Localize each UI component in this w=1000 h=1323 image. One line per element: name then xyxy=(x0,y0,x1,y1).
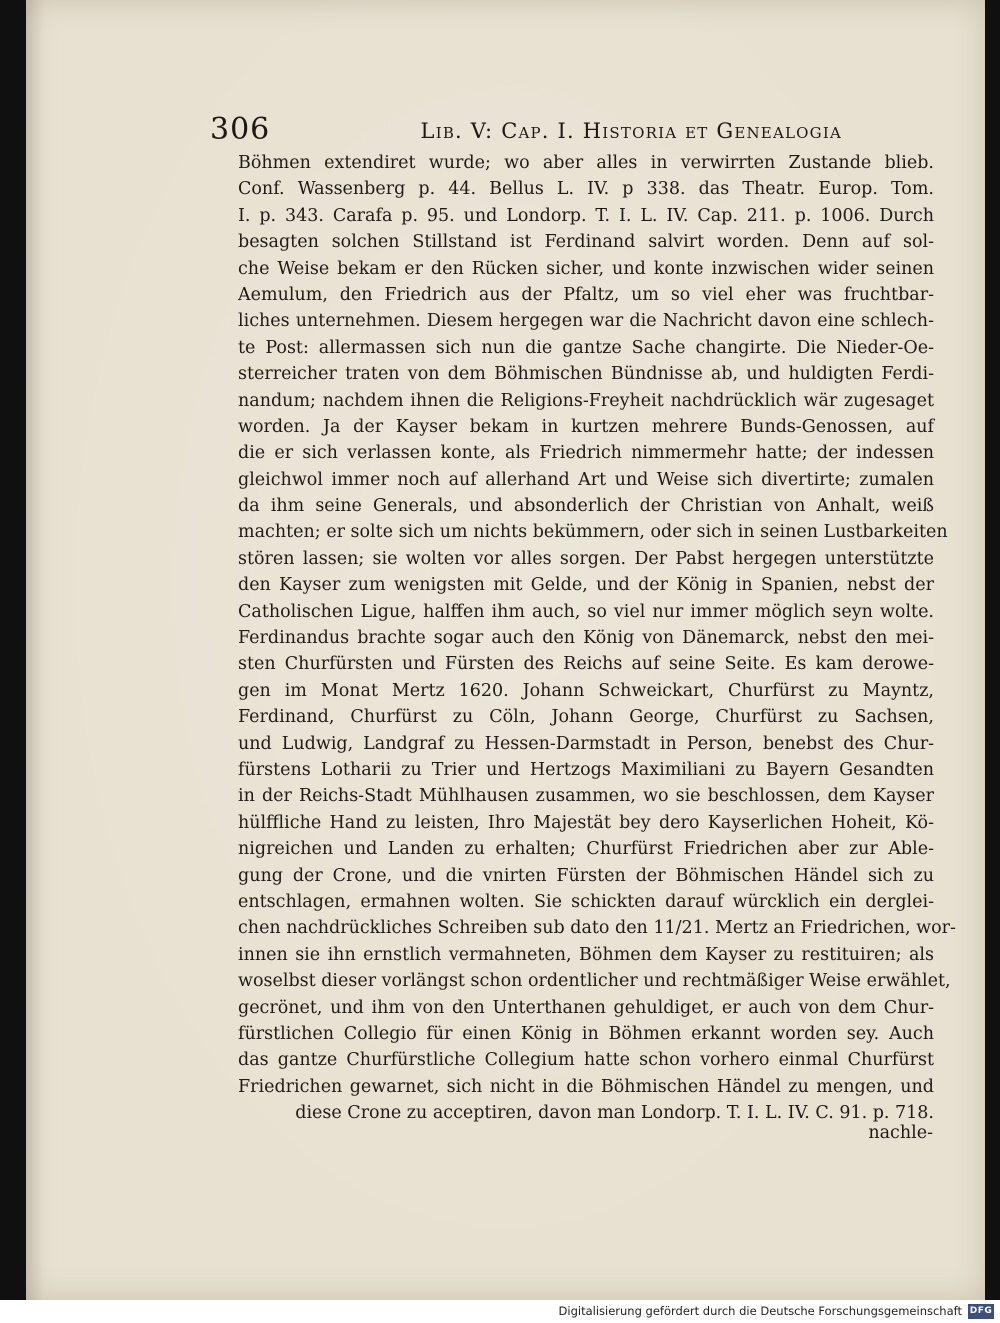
text-line: stören lassen; sie wolten vor alles sorgen. Der Pabst hergegen unterstützte xyxy=(238,548,934,569)
text-line: entschlagen, ermahnen wolten. Sie schickten darauf würcklich ein derglei- xyxy=(238,891,934,912)
text-line: Ferdinandus brachte sogar auch den König von Dänemarck, nebst den mei- xyxy=(238,628,934,649)
footer-strip xyxy=(0,1300,1000,1323)
text-line: chen nachdrückliches Schreiben sub dato den 11/21. Mertz an Friedrichen, wor- xyxy=(238,918,956,939)
text-line: Ferdinand, Churfürst zu Cöln, Johann George, Churfürst zu Sachsen, xyxy=(238,707,934,728)
text-line: worden. Ja der Kayser bekam in kurtzen mehrere Bunds-Genossen, auf xyxy=(238,416,934,437)
text-line: machten; er solte sich um nichts bekümmern, oder sich in seinen Lustbarkeiten xyxy=(238,522,948,543)
text-line: nigreichen und Landen zu erhalten; Churfürst Friedrichen aber zur Able- xyxy=(238,839,934,860)
text-line: die er sich verlassen konte, als Friedrich nimmermehr hatte; der indessen xyxy=(238,443,934,464)
dfg-logo-icon: DFG xyxy=(968,1304,994,1319)
text-line: te Post: allermassen sich nun die gantze Sache changirte. Die Nieder-Oe- xyxy=(238,337,934,358)
text-line: nandum; nachdem ihnen die Religions-Freyheit nachdrücklich wär zugesaget xyxy=(238,390,934,411)
text-line: Aemulum, den Friedrich aus der Pfaltz, um so viel eher was fruchtbar- xyxy=(238,284,934,305)
text-line: da ihm seine Generals, und absonderlich der Christian von Anhalt, weiß xyxy=(238,496,934,517)
text-line: woselbst dieser vorlängst schon ordentlicher und rechtmäßiger Weise erwählet, xyxy=(238,971,951,992)
text-line: sten Churfürsten und Fürsten des Reichs auf seine Seite. Es kam derowe- xyxy=(238,654,934,675)
funding-credit: Digitalisierung gefördert durch die Deutsche Forschungsgemeinschaft xyxy=(558,1304,962,1318)
text-line: fürstlichen Collegio für einen König in Böhmen erkannt worden sey. Auch xyxy=(238,1023,934,1044)
text-line: den Kayser zum wenigsten mit Gelde, und der König in Spanien, nebst der xyxy=(238,575,934,596)
page-number: 306 xyxy=(210,112,271,147)
text-line: Böhmen extendiret wurde; wo aber alles in verwirrten Zustande blieb. xyxy=(238,153,934,173)
text-line: Catholischen Ligue, halffen ihm auch, so viel nur immer möglich seyn wolte. xyxy=(238,601,934,622)
text-line: hülffliche Hand zu leisten, Ihro Majestät bey dero Kayserlichen Hoheit, Kö- xyxy=(238,812,934,833)
text-line: innen sie ihn ernstlich vermahneten, Böhmen dem Kayser zu restituiren; als xyxy=(238,944,934,965)
text-line: gecrönet, und ihm von den Unterthanen gehuldiget, er auch von dem Chur- xyxy=(238,997,934,1018)
text-line: das gantze Churfürstliche Collegium hatte schon vorhero einmal Churfürst xyxy=(238,1050,934,1071)
body-text xyxy=(238,150,956,1126)
text-line: Conf. Wassenberg p. 44. Bellus L. IV. p 338. das Theatr. Europ. Tom. xyxy=(238,179,934,200)
text-line: diese Crone zu acceptiren, davon man Londorp. T. I. L. IV. C. 91. p. 718. xyxy=(295,1103,934,1124)
catchword: nachle- xyxy=(868,1123,933,1143)
text-line: fürstens Lotharii zu Trier und Hertzogs Maximiliani zu Bayern Gesandten xyxy=(238,759,934,780)
text-line: che Weise bekam er den Rücken sicher, und konte inzwischen wider seinen xyxy=(238,258,934,279)
text-line: besagten solchen Stillstand ist Ferdinand salvirt worden. Denn auf sol- xyxy=(238,232,934,253)
text-line: liches unternehmen. Diesem hergegen war die Nachricht davon eine schlech- xyxy=(238,311,934,332)
text-line: gleichwol immer noch auf allerhand Art und Weise sich divertirte; zumalen xyxy=(238,469,934,490)
text-line: gen im Monat Mertz 1620. Johann Schweickart, Churfürst zu Mayntz, xyxy=(238,680,934,701)
running-head: Lib. V: Cap. I. Historia et Genealogia xyxy=(420,119,842,143)
text-line: gung der Crone, und die vnirten Fürsten der Böhmischen Händel sich zu xyxy=(238,865,934,886)
text-line: sterreicher traten von dem Böhmischen Bündnisse ab, und huldigten Ferdi- xyxy=(238,364,934,385)
text-line: in der Reichs-Stadt Mühlhausen zusammen, wo sie beschlossen, dem Kayser xyxy=(238,786,934,807)
page-header xyxy=(210,112,842,148)
text-line: I. p. 343. Carafa p. 95. und Londorp. T. I. L. IV. Cap. 211. p. 1006. Durch xyxy=(238,205,934,226)
text-line: und Ludwig, Landgraf zu Hessen-Darmstadt in Person, benebst des Chur- xyxy=(238,733,934,754)
text-line: Friedrichen gewarnet, sich nicht in die Böhmischen Händel zu mengen, und xyxy=(238,1076,934,1097)
